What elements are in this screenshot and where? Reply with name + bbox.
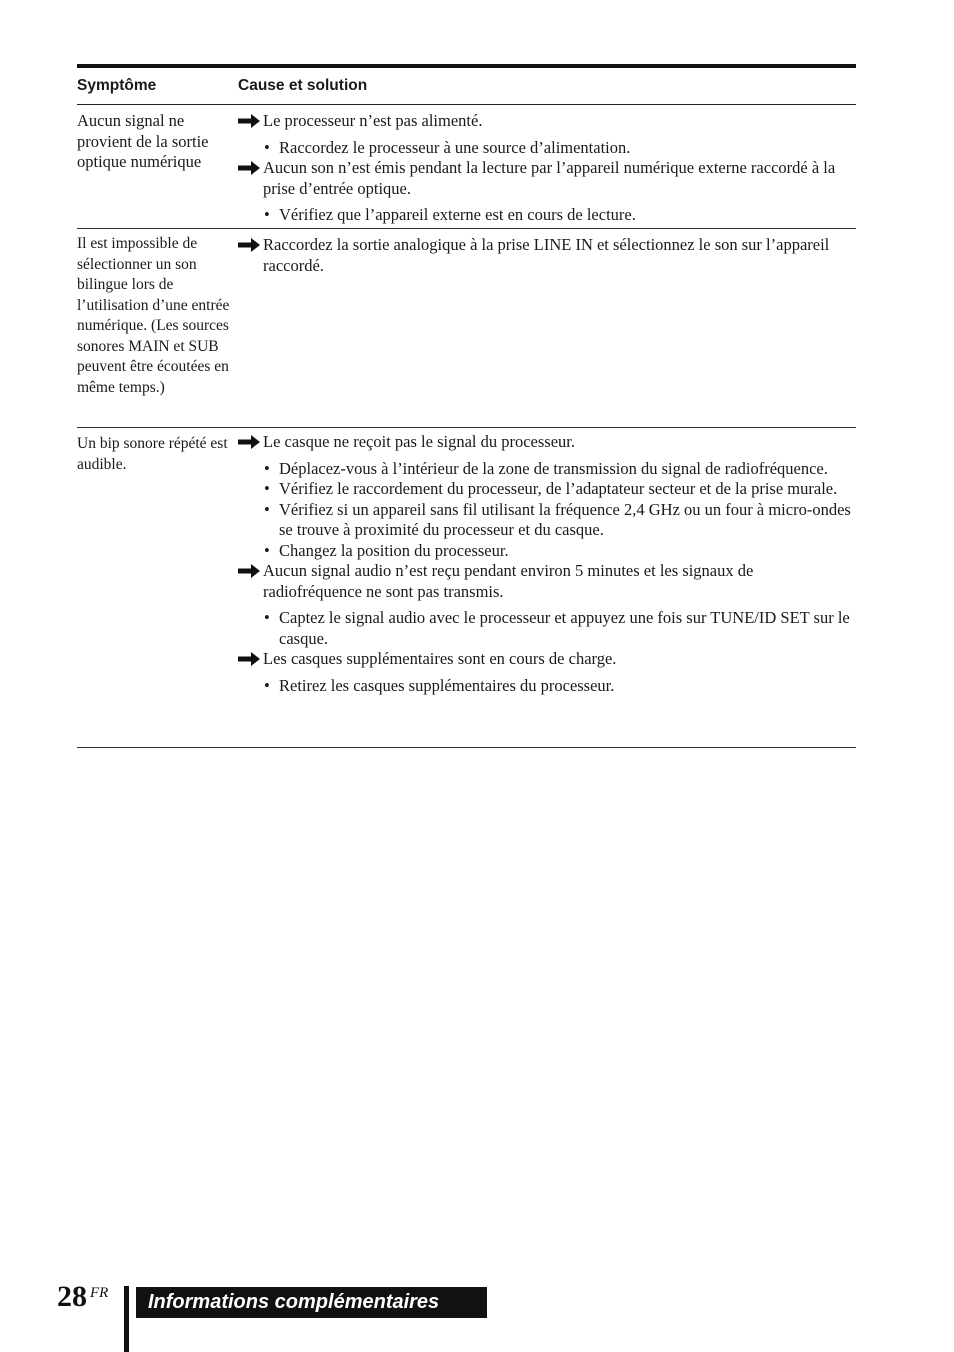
cause-entry xyxy=(237,158,856,199)
bullet-icon: • xyxy=(264,499,270,519)
solution-text: Vérifiez si un appareil sans fil utilisant la fréquence 2,4 GHz ou un four à micro-ondes se trouve à proximité du processeur et du casque. xyxy=(279,499,851,539)
cause-entry xyxy=(237,235,856,276)
bullet-icon: • xyxy=(264,458,270,478)
footer-vertical-bar xyxy=(124,1286,129,1352)
cause-text: Le processeur n’est pas alimenté. xyxy=(263,111,483,130)
table-row xyxy=(77,229,856,428)
solution-text: Raccordez le processeur à une source d’alimentation. xyxy=(279,137,631,157)
page-number-suffix: FR xyxy=(90,1285,109,1301)
page-number: 28 xyxy=(57,1280,87,1313)
cause-entry xyxy=(237,432,856,453)
cause-entry xyxy=(237,649,856,670)
arrow-right-icon xyxy=(237,114,261,128)
arrow-right-icon xyxy=(237,161,261,175)
bullet-icon: • xyxy=(264,137,270,157)
solution-item xyxy=(237,459,856,480)
section-title: Informations complémentaires xyxy=(136,1287,487,1318)
solution-text: Déplacez-vous à l’intérieur de la zone de transmission du signal de radiofréquence. xyxy=(279,458,828,478)
arrow-right-icon xyxy=(237,435,261,449)
solution-text: Vérifiez le raccordement du processeur, de l’adaptateur secteur et de la prise murale. xyxy=(279,479,838,498)
symptom-cell: Un bip sonore répété est audible. xyxy=(77,435,228,473)
cause-text: Aucun signal audio n’est reçu pendant environ 5 minutes et les signaux de radiofréquence ne sont pas transmis. xyxy=(263,561,754,601)
solution-text: Captez le signal audio avec le processeur et appuyez une fois sur TUNE/ID SET sur le casque. xyxy=(279,608,850,648)
solution-item xyxy=(237,541,856,562)
cause-cell xyxy=(237,235,856,276)
bullet-icon: • xyxy=(264,608,270,627)
arrow-right-icon xyxy=(237,238,261,252)
solution-item xyxy=(237,608,856,649)
table-row xyxy=(77,428,856,748)
solution-item xyxy=(237,205,856,226)
solution-text: Changez la position du processeur. xyxy=(279,540,509,560)
solution-text: Vérifiez que l’appareil externe est en cours de lecture. xyxy=(279,205,636,224)
bullet-icon: • xyxy=(264,540,270,560)
bullet-icon: • xyxy=(264,675,270,695)
solution-text: Retirez les casques supplémentaires du processeur. xyxy=(279,675,615,695)
bullet-icon: • xyxy=(264,479,270,498)
cause-text: Raccordez la sortie analogique à la prise LINE IN et sélectionnez le son sur l’appareil raccordé. xyxy=(263,235,830,275)
cause-text: Le casque ne reçoit pas le signal du processeur. xyxy=(263,432,576,451)
cause-text: Les casques supplémentaires sont en cours de charge. xyxy=(263,649,617,668)
table-row xyxy=(77,105,856,229)
header-symptom: Symptôme xyxy=(77,77,157,94)
symptom-cell: Il est impossible de sélectionner un son bilingue lors de l’utilisation d’une entrée numérique. (Les sources sonores MAIN et SUB peuvent être écoutées en même temps.) xyxy=(77,235,230,396)
cause-entry xyxy=(237,111,856,132)
cause-text: Aucun son n’est émis pendant la lecture par l’appareil numérique externe raccordé à la prise d’entrée optique. xyxy=(263,158,836,198)
table-header-row xyxy=(77,68,856,105)
header-cause: Cause et solution xyxy=(238,77,368,94)
cause-cell xyxy=(237,111,856,226)
cause-cell xyxy=(237,432,856,696)
cause-entry xyxy=(237,561,856,602)
solution-item xyxy=(237,479,856,500)
arrow-right-icon xyxy=(237,564,261,578)
arrow-right-icon xyxy=(237,652,261,666)
symptom-cell: Aucun signal ne provient de la sortie optique numérique xyxy=(77,111,209,171)
solution-item xyxy=(237,138,856,159)
solution-item xyxy=(237,500,856,541)
bullet-icon: • xyxy=(264,205,270,224)
solution-item xyxy=(237,676,856,697)
